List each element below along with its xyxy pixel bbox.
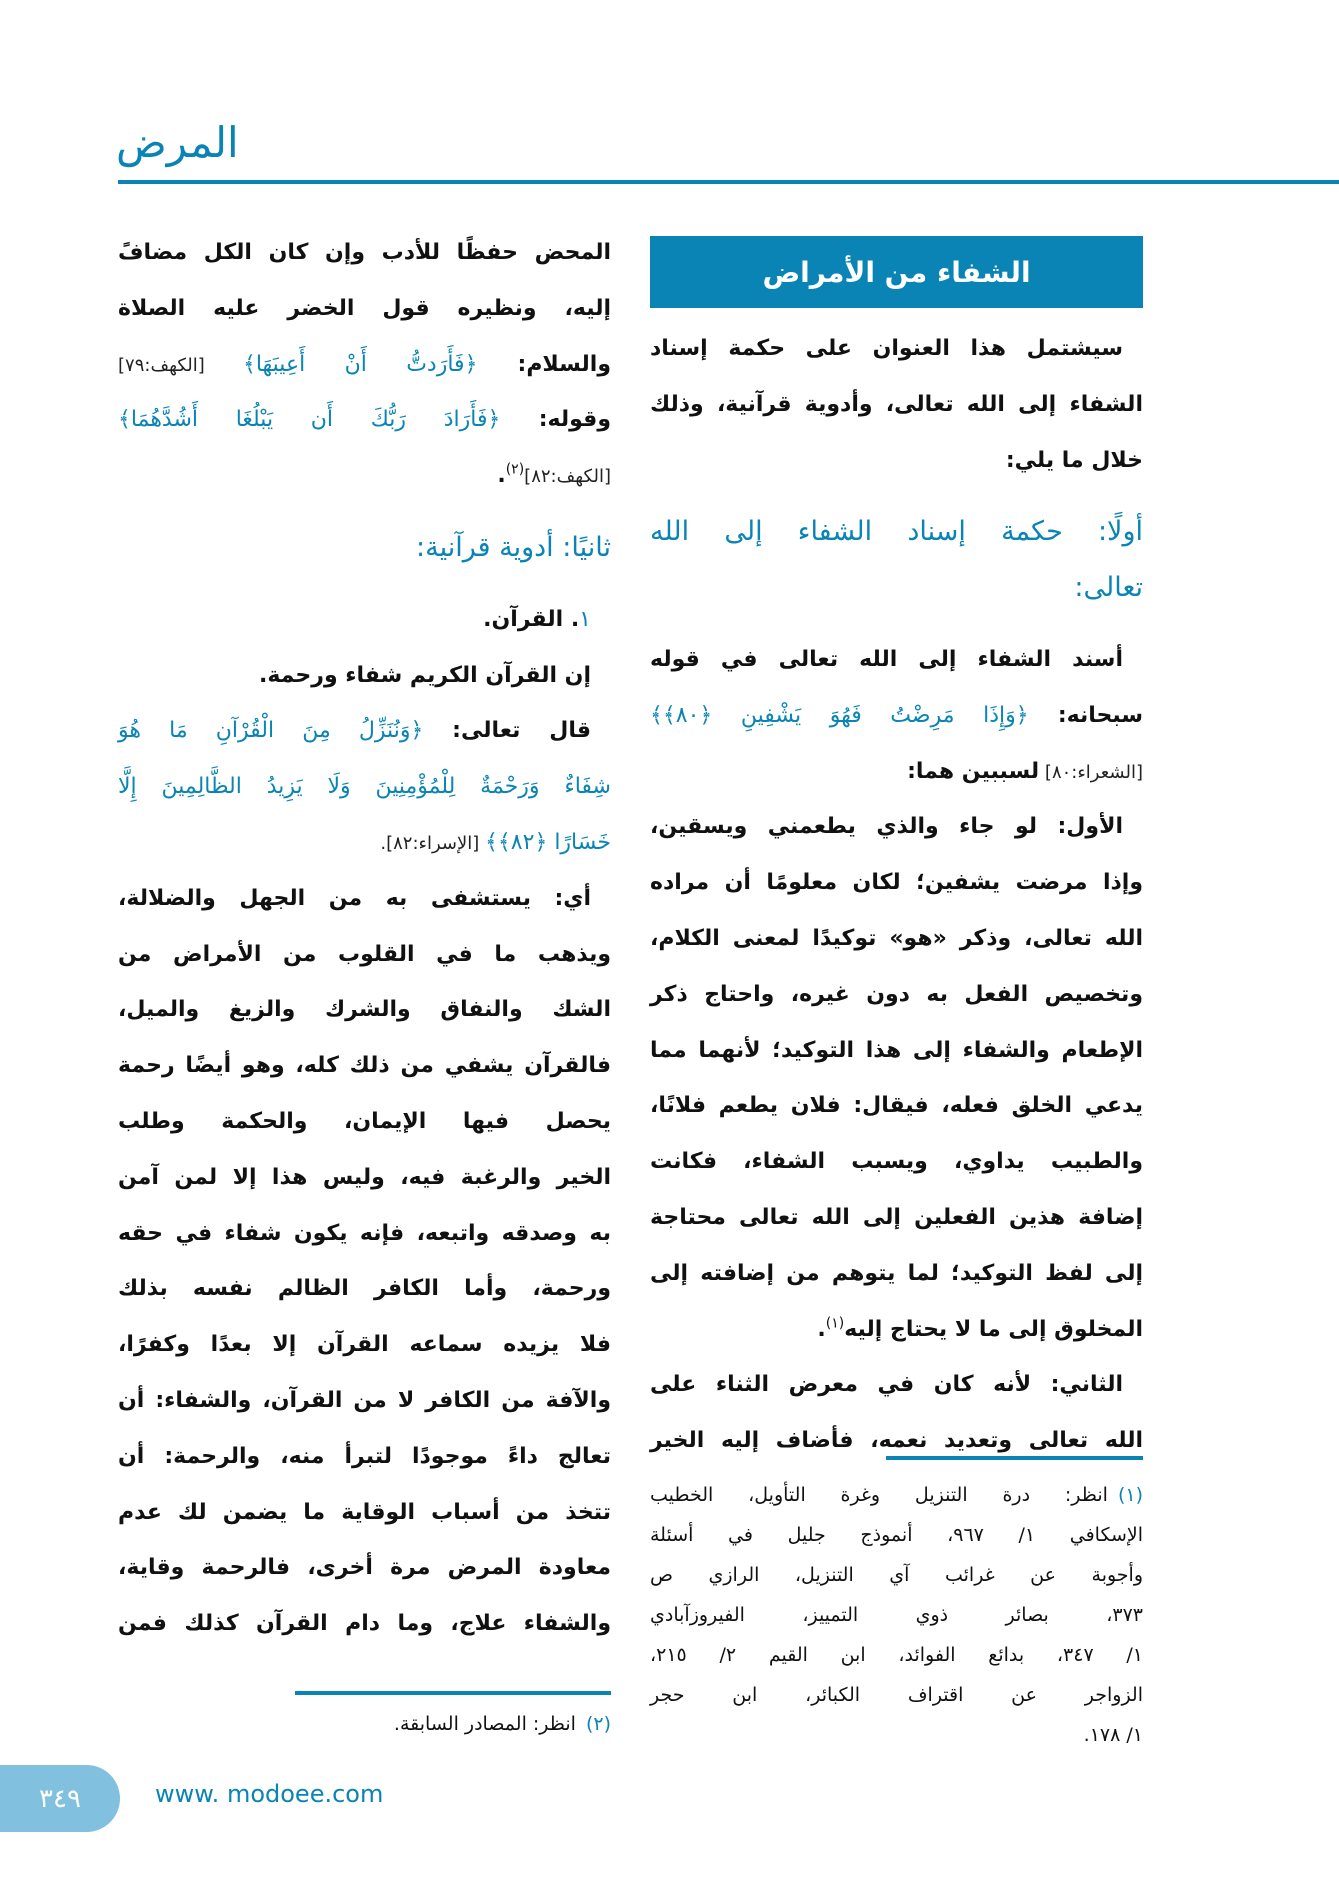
- text-segment: والآفة من الكافر لا من القرآن، والشفاء: أن: [118, 1387, 611, 1413]
- header-divider: [118, 180, 1339, 184]
- subheading-line: [650, 560, 1143, 616]
- text-segment: الله تعالى، وذكر «هو» توكيدًا لمعنى الكلام،: [650, 925, 1143, 951]
- text-segment: وقوله:: [500, 407, 611, 433]
- footnote-divider-right: [886, 1456, 1143, 1460]
- right-column: [650, 236, 1143, 1469]
- quran-verse: ﴿وَإِذَا مَرِضْتُ فَهُوَ يَشْفِينِ ﴿٨٠﴾﴾: [650, 702, 1029, 728]
- footnote-text: انظر: المصادر السابقة.: [393, 1713, 576, 1735]
- quran-verse: ﴿فَأَرَادَ رَبُّكَ أَن يَبْلُغَا أَشُدَّهُمَا﴾: [118, 407, 501, 433]
- text-line: [118, 1317, 611, 1373]
- text-segment: إليه، ونظيره قول الخضر عليه الصلاة: [118, 295, 611, 321]
- text-line: [650, 1302, 1143, 1358]
- website-link[interactable]: www. modoee.com: [155, 1780, 384, 1808]
- text-line: [650, 911, 1143, 967]
- quran-verse: ﴿فَأَرَدتُّ أَنْ أَعِيبَهَا﴾: [242, 351, 478, 377]
- chapter-title: المرض: [116, 118, 239, 167]
- text-segment: ثانيًا: أدوية قرآنية:: [416, 531, 611, 563]
- text-line: [118, 392, 611, 448]
- citation: [الشعراء:٨٠]: [1039, 761, 1143, 783]
- text-line: [118, 871, 611, 927]
- subheading-line: [650, 504, 1143, 560]
- text-line: [118, 1206, 611, 1262]
- footnote-line: [118, 1704, 611, 1744]
- left-column: [118, 225, 611, 1652]
- text-segment: خلال ما يلي:: [1005, 447, 1143, 473]
- footnote-ref[interactable]: (٢): [505, 461, 525, 478]
- text-line: [118, 1540, 611, 1596]
- text-line: [650, 967, 1143, 1023]
- citation: [الإسراء:٨٢].: [380, 832, 486, 854]
- text-line: [650, 1134, 1143, 1190]
- text-segment: ورحمة، وأما الكافر الظالم نفسه بذلك: [118, 1276, 611, 1302]
- subheading-line: [118, 520, 611, 576]
- footnote-line: [650, 1595, 1143, 1635]
- footnote-text: انظر: درة التنزيل وغرة التأويل، الخطيب: [650, 1484, 1108, 1506]
- footnote-2: [118, 1704, 611, 1744]
- text-segment: الثاني: لأنه كان في معرض الثناء على: [650, 1372, 1123, 1398]
- text-segment: الشفاء إلى الله تعالى، وأدوية قرآنية، وذلك: [650, 391, 1143, 417]
- text-line: [118, 1596, 611, 1652]
- text-line: [650, 1357, 1143, 1413]
- footnote-ref[interactable]: (١): [825, 1315, 845, 1332]
- text-segment: إضافة هذين الفعلين إلى الله تعالى محتاجة: [650, 1204, 1143, 1230]
- text-line: [118, 927, 611, 983]
- text-line: [650, 1246, 1143, 1302]
- text-segment: والسلام:: [477, 351, 612, 377]
- quran-verse: ١: [579, 606, 591, 632]
- quran-verse: ﴿وَنُنَزِّلُ مِنَ الْقُرْآنِ مَا هُوَ: [118, 718, 424, 744]
- text-segment: الله تعالى وتعديد نعمه، فأضاف إليه الخير: [650, 1428, 1143, 1454]
- footnote-number: (٢): [585, 1713, 611, 1735]
- text-segment: الأول: لو جاء والذي يطعمني ويسقين،: [650, 814, 1123, 840]
- text-segment: معاودة المرض مرة أخرى، فالرحمة وقاية،: [118, 1555, 611, 1581]
- text-line: [118, 982, 611, 1038]
- text-line: [118, 1373, 611, 1429]
- citation: [الكهف:٨٢]: [524, 466, 611, 488]
- text-segment: الإطعام والشفاء إلى هذا التوكيد؛ لأنهما مما: [650, 1037, 1143, 1063]
- quran-verse: شِفَاءٌ وَرَحْمَةٌ لِلْمُؤْمِنِينَ وَلَا يَزِيدُ الظَّالِمِينَ إِلَّا: [118, 774, 611, 800]
- text-line: [650, 1023, 1143, 1079]
- right-column-text: [650, 321, 1143, 1469]
- text-segment: فالقرآن يشفي من ذلك كله، وهو أيضًا رحمة: [118, 1053, 611, 1079]
- quran-verse: خَسَارًا ﴿٨٢﴾﴾: [485, 829, 611, 855]
- text-line: [118, 815, 611, 871]
- text-segment: .: [817, 1316, 826, 1342]
- text-line: [118, 1485, 611, 1541]
- footnote-line: [650, 1715, 1143, 1755]
- text-line: [650, 632, 1143, 688]
- text-segment: والطبيب يداوي، ويسبب الشفاء، فكانت: [650, 1149, 1143, 1175]
- text-segment: أولًا: حكمة إسناد الشفاء إلى الله: [650, 516, 1143, 548]
- text-segment: أسند الشفاء إلى الله تعالى في قوله: [650, 646, 1123, 672]
- footnote-text: ١/ ٣٤٧، بدائع الفوائد، ابن القيم ٢/ ٢١٥،: [650, 1644, 1143, 1666]
- text-segment: تعالى:: [1074, 572, 1143, 604]
- footnote-text: الإسكافي ١/ ٩٦٧، أنموذج جليل في أسئلة: [650, 1524, 1143, 1546]
- text-line: [118, 1261, 611, 1317]
- left-column-text: [118, 225, 611, 1652]
- text-line: [118, 1150, 611, 1206]
- footnote-line: [650, 1555, 1143, 1595]
- text-line: [118, 448, 611, 504]
- text-segment: يدعي الخلق فعله، فيقال: فلان يطعم فلانًا،: [650, 1093, 1143, 1119]
- text-segment: سيشتمل هذا العنوان على حكمة إسناد: [650, 336, 1123, 361]
- footnote-line: [650, 1515, 1143, 1555]
- footnote-text: وأجوبة عن غرائب آي التنزيل، الرازي ص: [650, 1564, 1143, 1586]
- footnote-1: [650, 1475, 1143, 1755]
- text-line: [650, 744, 1143, 800]
- text-line: [650, 377, 1143, 433]
- footnote-line: [650, 1635, 1143, 1675]
- text-line: [650, 1413, 1143, 1469]
- text-segment: فلا يزيده سماعه القرآن إلا بعدًا وكفرًا،: [118, 1332, 611, 1358]
- footnote-line: [650, 1675, 1143, 1715]
- text-line: [118, 281, 611, 337]
- text-line: [118, 1094, 611, 1150]
- text-segment: وتخصيص الفعل به دون غيره، واحتاج ذكر: [650, 981, 1143, 1007]
- text-segment: المحض حفظًا للأدب وإن كان الكل مضافً: [118, 240, 611, 265]
- text-segment: تتخذ من أسباب الوقاية ما يضمن لك عدم: [118, 1499, 611, 1525]
- text-line: [650, 799, 1143, 855]
- footnote-text: ١/ ١٧٨.: [1083, 1724, 1143, 1746]
- text-segment: لسببين هما:: [907, 758, 1040, 784]
- text-segment: إن القرآن الكريم شفاء ورحمة.: [258, 662, 591, 688]
- text-line: [118, 759, 611, 815]
- text-segment: وإذا مرضت يشفين؛ لكان معلومًا أن مراده: [650, 870, 1143, 896]
- text-segment: المخلوق إلى ما لا يحتاج إليه: [844, 1316, 1143, 1342]
- text-line: [650, 1190, 1143, 1246]
- section-title-box: الشفاء من الأمراض: [650, 236, 1143, 308]
- text-segment: .: [497, 463, 506, 489]
- footnote-line: [650, 1475, 1143, 1515]
- text-line: [118, 337, 611, 393]
- footnote-text: الزواجر عن اقتراف الكبائر، ابن حجر: [650, 1684, 1143, 1706]
- text-segment: به وصدقه واتبعه، فإنه يكون شفاء في حقه: [118, 1220, 611, 1246]
- text-line: [118, 703, 611, 759]
- text-segment: أي: يستشفى به من الجهل والضلالة،: [118, 885, 591, 911]
- citation: [الكهف:٧٩]: [118, 354, 243, 376]
- text-line: [118, 225, 611, 281]
- text-line: [650, 321, 1143, 377]
- text-line: [650, 1078, 1143, 1134]
- text-segment: يحصل فيها الإيمان، والحكمة وطلب: [118, 1108, 611, 1134]
- text-segment: قال تعالى:: [423, 718, 591, 744]
- footnote-divider-left: [295, 1691, 611, 1695]
- text-segment: والشفاء علاج، وما دام القرآن كذلك فمن: [118, 1611, 611, 1637]
- text-segment: . القرآن.: [483, 606, 580, 632]
- page-number: ٣٤٩: [0, 1765, 120, 1832]
- text-segment: سبحانه:: [1028, 702, 1143, 728]
- text-segment: الشك والنفاق والشرك والزيغ والميل،: [118, 997, 611, 1023]
- text-line: [118, 592, 611, 648]
- footnote-text: ٣٧٣، بصائر ذوي التمييز، الفيروزآبادي: [650, 1604, 1143, 1626]
- text-line: [118, 1038, 611, 1094]
- text-segment: إلى لفظ التوكيد؛ لما يتوهم من إضافته إلى: [650, 1260, 1143, 1286]
- text-segment: تعالج داءً موجودًا لتبرأ منه، والرحمة: أن: [118, 1443, 611, 1469]
- text-line: [650, 855, 1143, 911]
- text-line: [650, 433, 1143, 489]
- text-line: [118, 1429, 611, 1485]
- text-line: [650, 688, 1143, 744]
- text-line: [118, 648, 611, 704]
- footnote-number: (١): [1117, 1484, 1143, 1506]
- text-segment: ويذهب ما في القلوب من الأمراض من: [118, 941, 611, 967]
- text-segment: الخير والرغبة فيه، وليس هذا إلا لمن آمن: [118, 1164, 611, 1190]
